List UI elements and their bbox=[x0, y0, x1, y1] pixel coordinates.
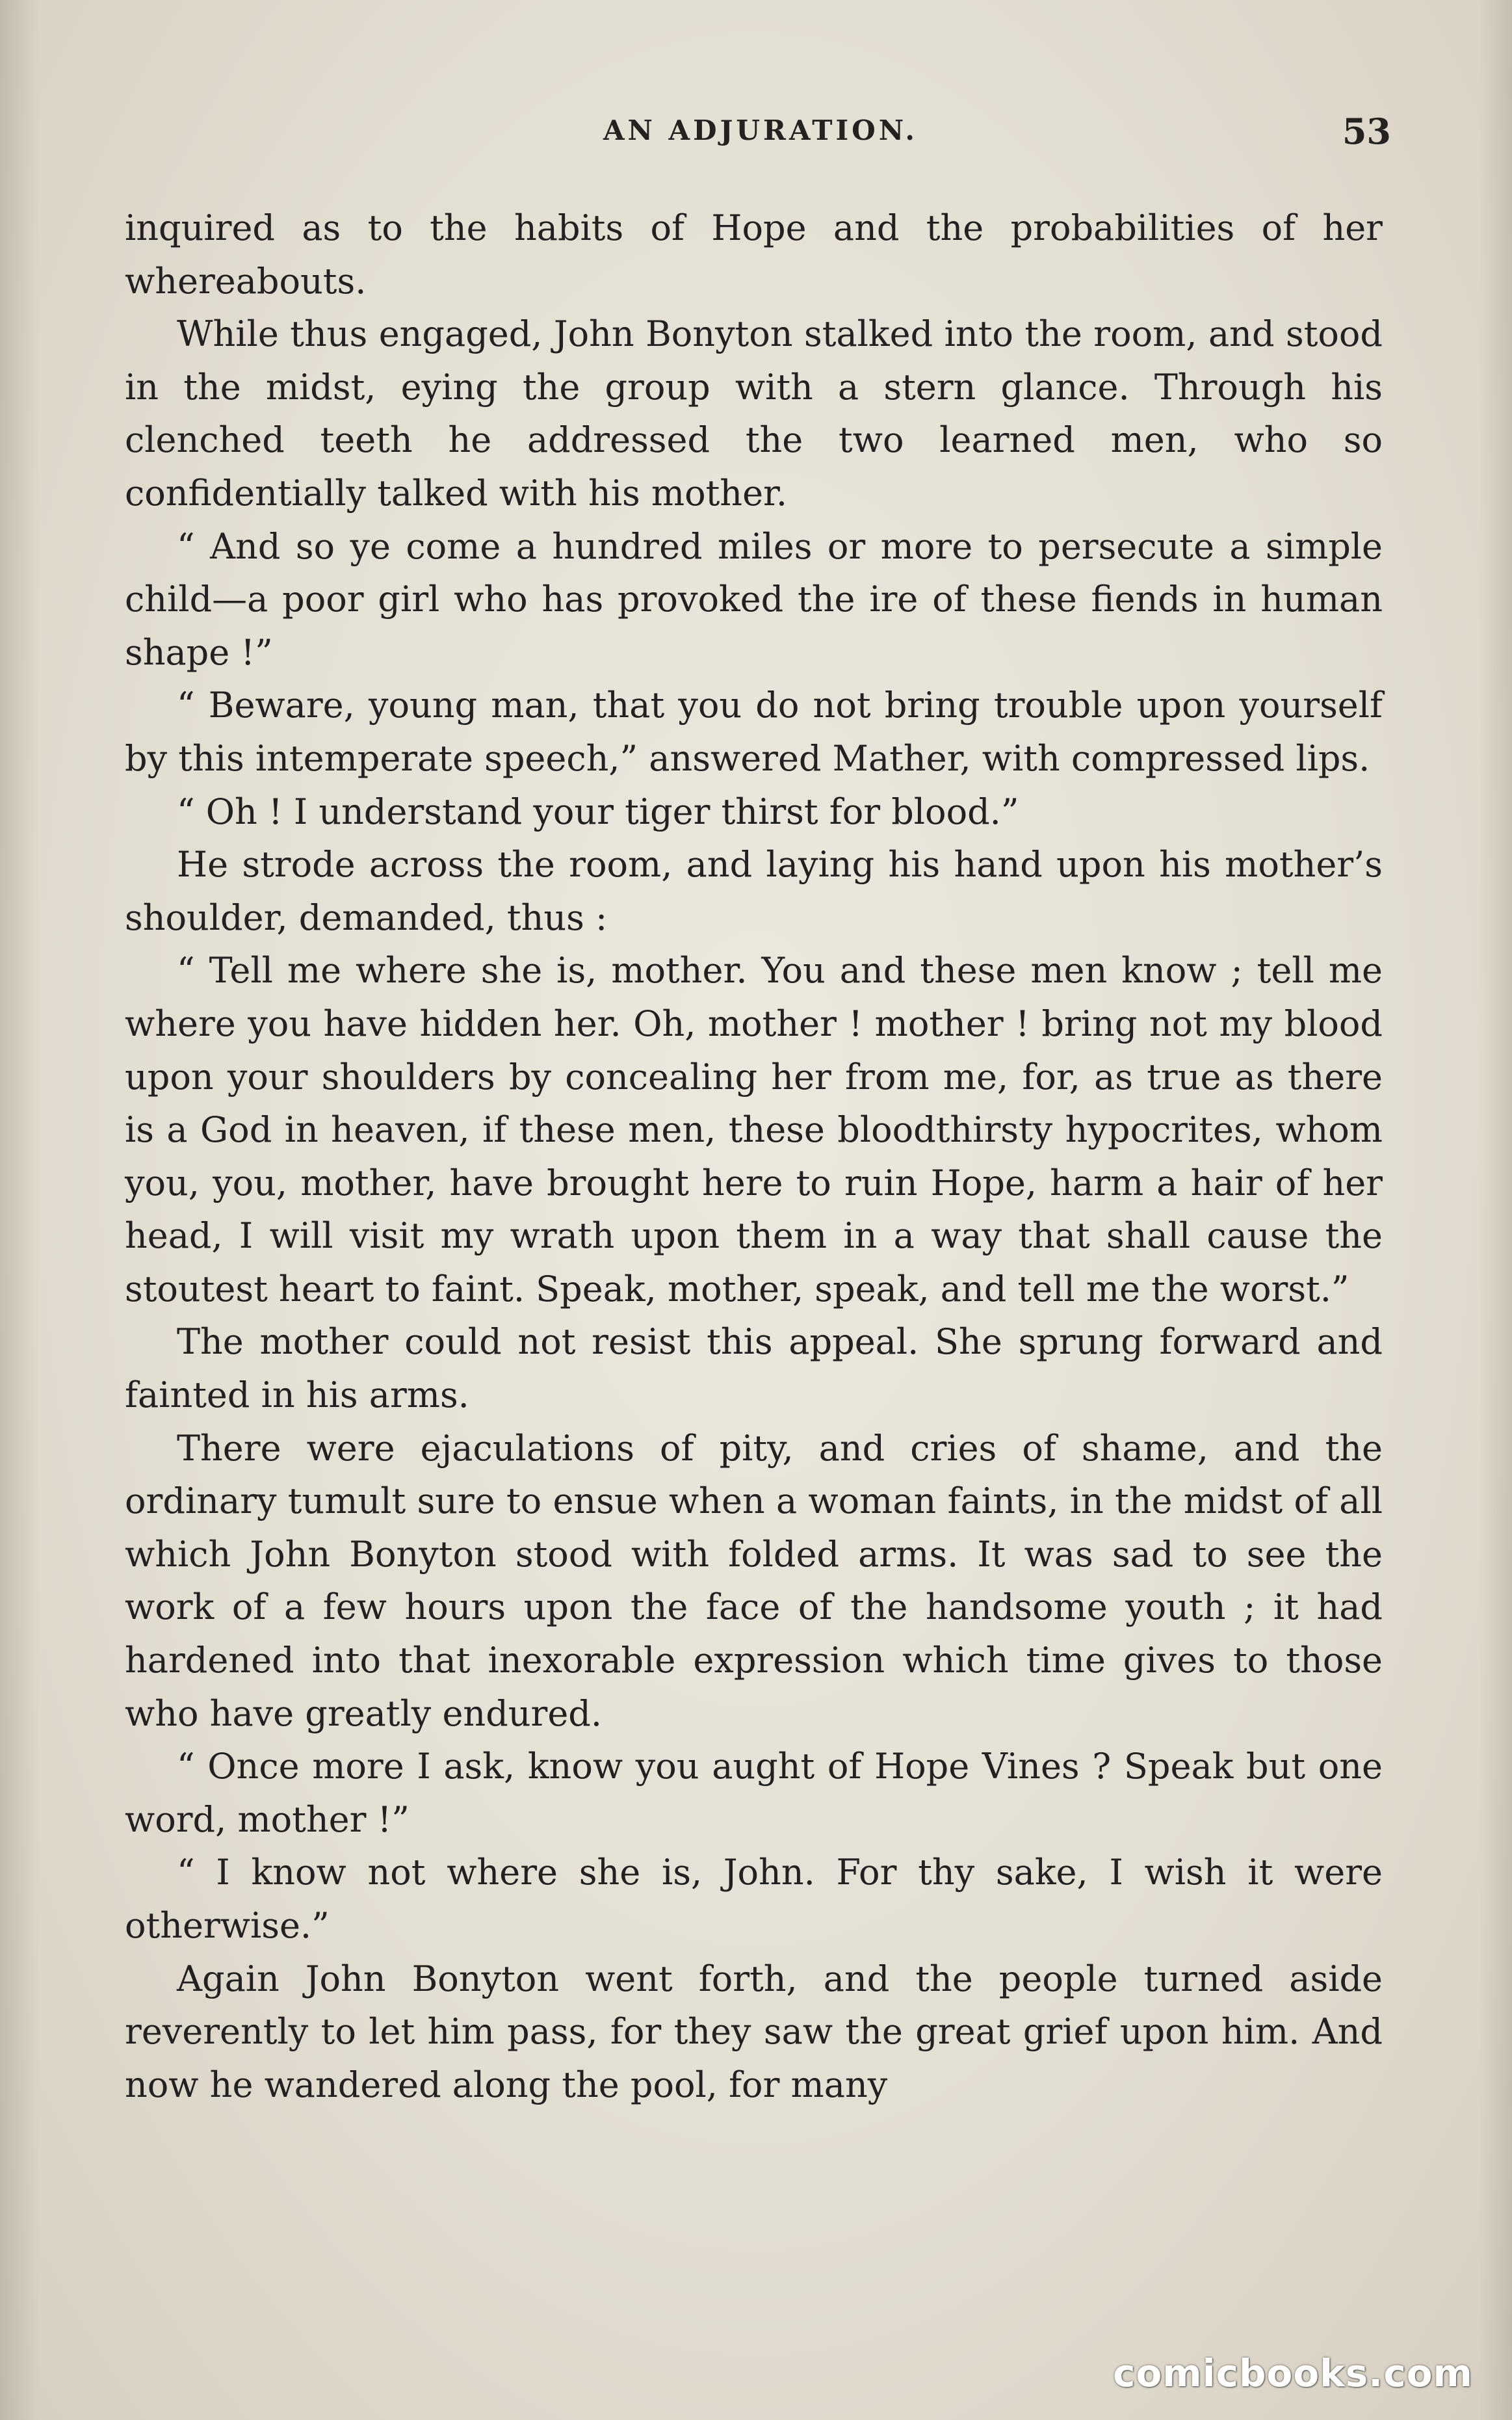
running-title: AN ADJURATION. bbox=[603, 114, 919, 146]
body-text bbox=[125, 202, 1383, 2111]
paragraph: He strode across the room, and laying his hand upon his mother’s shoulder, demanded, thus : bbox=[125, 844, 1383, 938]
watermark-text: comicbooks.com bbox=[1113, 2351, 1473, 2395]
paragraph: “ I know not where she is, John. For thy sake, I wish it were otherwise.” bbox=[125, 1852, 1383, 1946]
paragraph: “ And so ye come a hundred miles or more to persecute a simple child—a poor girl who has provoked the ire of these fiends in human shape !” bbox=[125, 525, 1383, 673]
paragraph: “ Tell me where she is, mother. You and these men know ; tell me where you have hidden her. Oh, mother ! mother ! bring not my blood upon your shoulders by concealing her from me, for, as true as there is a God in heaven, if these men, these bloodthirsty hypocrites, whom you, you, mother, have brought here to ruin Hope, harm a hair of her head, I will visit my wrath upon them in a way that shall cause the stoutest heart to faint. Speak, mother, speak, and tell me the worst.” bbox=[125, 950, 1383, 1309]
page-edge-shadow-right bbox=[1479, 0, 1512, 2420]
paragraph: While thus engaged, John Bonyton stalked into the room, and stood in the midst, eying the group with a stern glance. Through his clenched teeth he addressed the two learned men, who so confidentially talked with his mother. bbox=[125, 313, 1383, 514]
paragraph: “ Oh ! I understand your tiger thirst for blood.” bbox=[177, 791, 1019, 832]
paragraph: “ Beware, young man, that you do not bring trouble upon yourself by this intemperate speech,” answered Mather, with compressed lips. bbox=[125, 685, 1383, 779]
page-header bbox=[124, 111, 1398, 156]
paragraph: “ Once more I ask, know you aught of Hope Vines ? Speak but one word, mother !” bbox=[125, 1746, 1383, 1840]
page-edge-shadow-left bbox=[0, 0, 39, 2420]
page-number: 53 bbox=[1342, 111, 1391, 152]
paragraph: There were ejaculations of pity, and cries of shame, and the ordinary tumult sure to ensue when a woman faints, in the midst of all which John Bonyton stood with folded arms. It was sad to see the work of a few hours upon the face of the handsome youth ; it had hardened into that inexorable expression which time gives to those who have greatly endured. bbox=[125, 1427, 1383, 1734]
paragraph: The mother could not resist this appeal. She sprung forward and fainted in his arms. bbox=[125, 1321, 1383, 1416]
paragraph: inquired as to the habits of Hope and the probabilities of her whereabouts. bbox=[125, 207, 1383, 302]
paragraph: Again John Bonyton went forth, and the people turned aside reverently to let him pass, for they saw the great grief upon him. And now he wandered along the pool, for many bbox=[125, 1958, 1383, 2105]
